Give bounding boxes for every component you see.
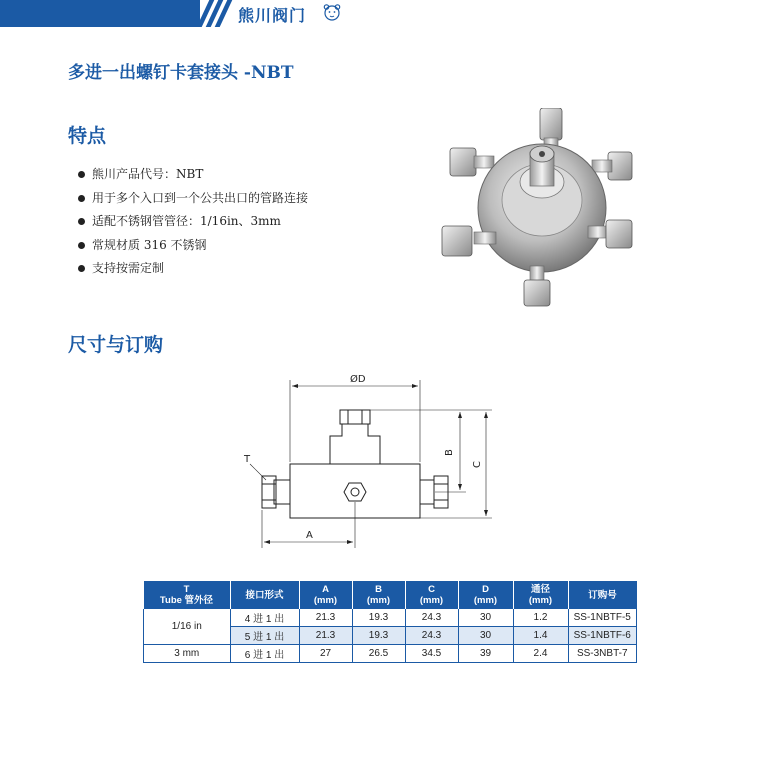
tube-size-cell: 3 mm bbox=[144, 645, 231, 663]
dim-label-c: C bbox=[472, 461, 483, 468]
table-cell: 26.5 bbox=[352, 645, 405, 663]
technical-drawing bbox=[230, 370, 520, 555]
feature-item: 熊川产品代号：NBT bbox=[78, 163, 308, 187]
bear-logo-icon bbox=[322, 2, 342, 22]
side-port bbox=[592, 152, 632, 180]
feature-item: 适配不锈钢管管径：1/16in、3mm bbox=[78, 210, 308, 234]
table-cell: 5 进 1 出 bbox=[230, 627, 299, 645]
table-cell: 27 bbox=[299, 645, 352, 663]
table-cell: SS-1NBTF-6 bbox=[568, 627, 637, 645]
col-header-bore: 通径 (mm) bbox=[513, 581, 568, 609]
dim-label-d: ØD bbox=[350, 374, 366, 385]
table-cell: 21.3 bbox=[299, 627, 352, 645]
col-header-order: 订购号 bbox=[568, 581, 637, 609]
table-cell: 24.3 bbox=[405, 609, 458, 627]
feature-item: 用于多个入口到一个公共出口的管路连接 bbox=[78, 187, 308, 211]
col-header-d: D (mm) bbox=[458, 581, 513, 609]
col-header-port: 接口形式 bbox=[230, 581, 299, 609]
brand-name: 熊川阀门 bbox=[238, 6, 307, 25]
table-cell: SS-3NBT-7 bbox=[568, 645, 637, 663]
features-heading: 特点 bbox=[68, 125, 107, 147]
side-port bbox=[450, 148, 494, 176]
table-cell: 30 bbox=[458, 627, 513, 645]
table-row bbox=[144, 609, 637, 627]
features-list bbox=[78, 163, 308, 281]
spec-table bbox=[143, 581, 637, 663]
product-photo bbox=[432, 108, 652, 308]
table-cell: 39 bbox=[458, 645, 513, 663]
tube-size-cell: 1/16 in bbox=[144, 609, 231, 645]
col-header-c: C (mm) bbox=[405, 581, 458, 609]
table-cell: 2.4 bbox=[513, 645, 568, 663]
table-cell: 1.4 bbox=[513, 627, 568, 645]
col-header-tube: T Tube 管外径 bbox=[144, 581, 231, 609]
feature-item: 常规材质 316 不锈钢 bbox=[78, 234, 308, 258]
table-cell: 30 bbox=[458, 609, 513, 627]
table-cell: 4 进 1 出 bbox=[230, 609, 299, 627]
feature-item: 支持按需定制 bbox=[78, 257, 308, 281]
table-cell: 34.5 bbox=[405, 645, 458, 663]
table-cell: 19.3 bbox=[352, 627, 405, 645]
header-bar bbox=[0, 0, 200, 27]
dim-label-b: B bbox=[444, 449, 455, 456]
table-cell: 24.3 bbox=[405, 627, 458, 645]
dimensions-heading: 尺寸与订购 bbox=[68, 334, 164, 356]
dim-label-t: T bbox=[244, 454, 251, 465]
col-header-b: B (mm) bbox=[352, 581, 405, 609]
dim-label-a: A bbox=[306, 530, 313, 541]
table-cell: SS-1NBTF-5 bbox=[568, 609, 637, 627]
table-cell: 6 进 1 出 bbox=[230, 645, 299, 663]
table-row bbox=[144, 645, 637, 663]
product-title: 多进一出螺钉卡套接头 -NBT bbox=[68, 63, 294, 83]
table-header-row bbox=[144, 581, 637, 609]
table-cell: 21.3 bbox=[299, 609, 352, 627]
col-header-a: A (mm) bbox=[299, 581, 352, 609]
table-cell: 19.3 bbox=[352, 609, 405, 627]
table-cell: 1.2 bbox=[513, 609, 568, 627]
